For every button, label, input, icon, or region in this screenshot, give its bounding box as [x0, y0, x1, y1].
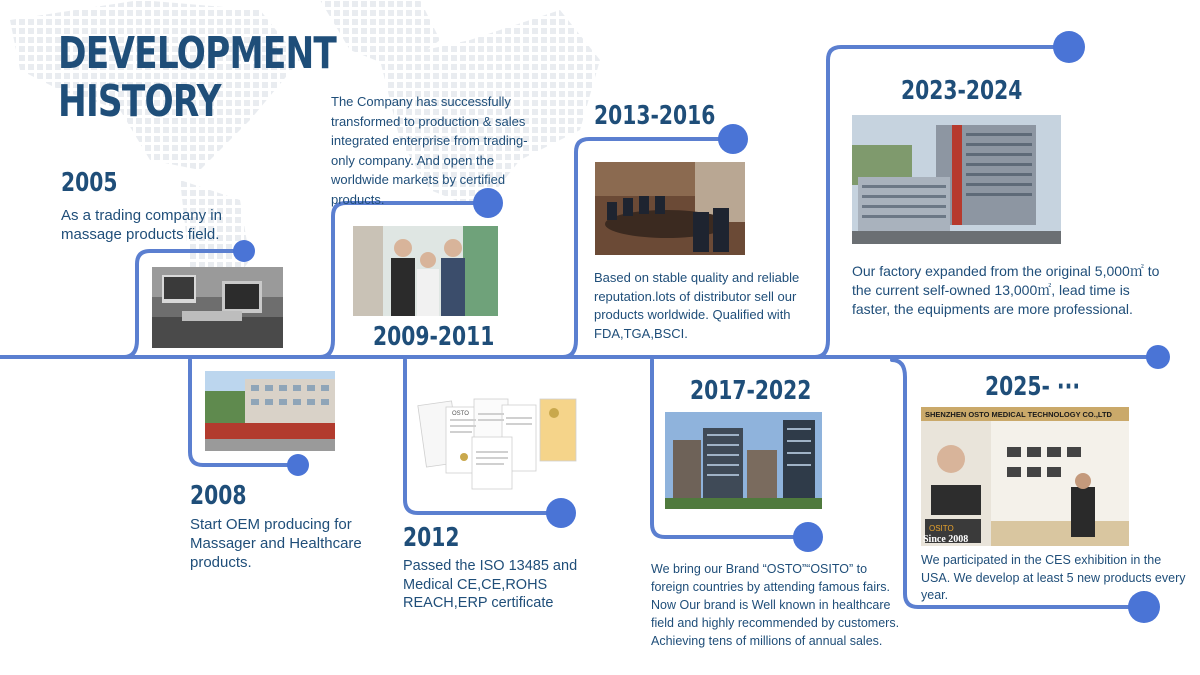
title-line-1: DEVELOPMENT — [58, 28, 337, 79]
photo-2009-team — [353, 226, 498, 316]
year-2009-2011: 2009-2011 — [373, 322, 495, 352]
cert-label: OSTO — [452, 411, 469, 417]
desc-2017-2022: We bring our Brand “OSTO”“OSITO” to foreign countries by attending famous fairs. Now Our brand is Well known in healthcare field and highly recommended by customers. Achieving tens of millions of annual sales. — [651, 562, 900, 648]
timeline-dot-2023 — [1053, 31, 1085, 63]
timeline-dot-2008 — [287, 454, 309, 476]
photo-2013-meeting — [595, 162, 745, 255]
desc-2025: We participated in the CES exhibition in the USA. We develop at least 5 new products every year. — [921, 553, 1186, 602]
year-2025: 2025- ··· — [985, 372, 1081, 402]
year-2017-2022: 2017-2022 — [690, 376, 812, 406]
year-2012: 2012 — [403, 523, 460, 553]
photo-2023-factory — [852, 115, 1061, 244]
year-2005: 2005 — [61, 168, 118, 198]
timeline-dot-2013 — [718, 124, 748, 154]
year-2008: 2008 — [190, 481, 247, 511]
photo-2017-buildings — [665, 412, 822, 509]
intro-text: The Company has successfully transformed to production & sales integrated enterprise from trading-only company. And open the worldwide markets by certified products. — [331, 94, 528, 207]
timeline-end-dot — [1146, 345, 1170, 369]
photo-2005-office — [152, 267, 283, 348]
timeline-dot-2017 — [793, 522, 823, 552]
photo-2008-factory — [205, 371, 335, 451]
year-2013-2016: 2013-2016 — [594, 101, 716, 131]
booth-brand-text: OSITO — [929, 524, 954, 533]
timeline-dot-2012 — [546, 498, 576, 528]
page-title — [58, 30, 336, 126]
desc-2023-2024: Our factory expanded from the original 5,000㎡ to the current self-owned 13,000㎡, lead time is faster, the equipments are more professional. — [852, 263, 1160, 317]
photo-2025-exhibition-booth — [921, 407, 1129, 546]
year-2023-2024: 2023-2024 — [901, 76, 1023, 106]
desc-2013-2016: Based on stable quality and reliable reputation.lots of distributor sell our products worldwide. Qualified with FDA,TGA,BSCI. — [594, 270, 800, 341]
desc-2005: As a trading company in massage products field. — [61, 207, 222, 243]
photo-2012-certificates — [416, 395, 580, 491]
booth-since-text: Since 2008 — [923, 534, 969, 545]
desc-2008: Start OEM producing for Massager and Healthcare products. — [190, 516, 362, 571]
desc-2012: Passed the ISO 13485 and Medical CE,CE,ROHS REACH,ERP certificate — [403, 558, 578, 611]
booth-sign-text: SHENZHEN OSTO MEDICAL TECHNOLOGY CO.,LTD — [925, 410, 1112, 419]
title-line-2: HISTORY — [58, 76, 221, 127]
